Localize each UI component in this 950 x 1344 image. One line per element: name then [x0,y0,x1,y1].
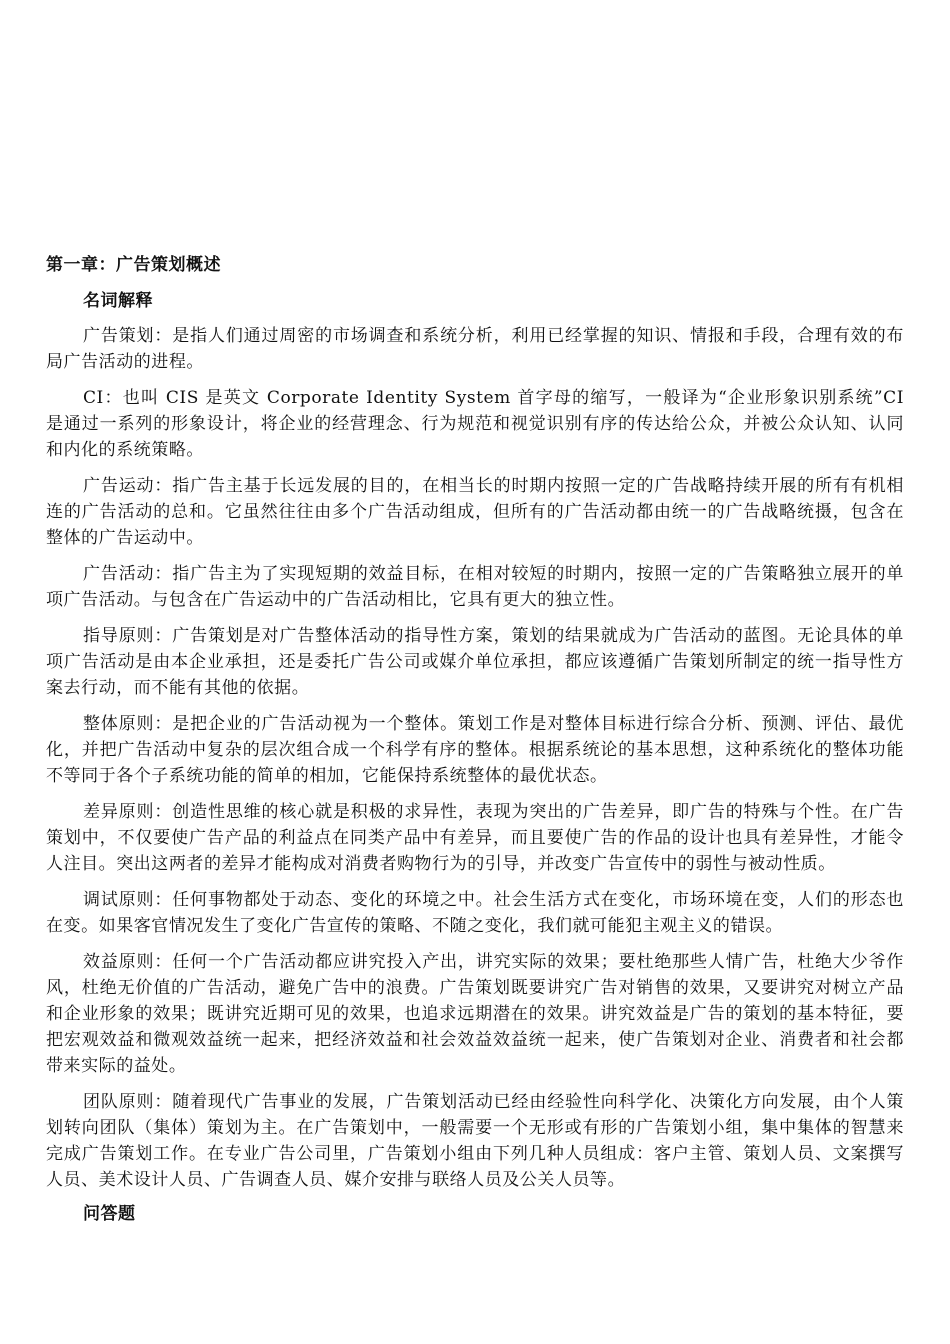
paragraph-ci: CI：也叫 CIS 是英文 Corporate Identity System 首字母的缩写，一般译为“企业形象识别系统”CI 是通过一系列的形象设计，将企业的经营理念、行为规范和视觉识别有序的传达给公众，并被公众认知、认同和内化的系统策略。 [46,388,904,460]
section-heading-qa: 问答题 [83,1204,136,1224]
section-heading-terms: 名词解释 [83,291,153,311]
paragraph-whole-principle: 整体原则：是把企业的广告活动视为一个整体。策划工作是对整体目标进行综合分析、预测、评估、最优化，并把广告活动中复杂的层次组合成一个科学有序的整体。根据系统论的基本思想，这种系统化的整体功能不等同于各个子系统功能的简单的相加，它能保持系统整体的最优状态。 [46,714,904,786]
paragraph-ad-planning: 广告策划：是指人们通过周密的市场调查和系统分析，利用已经掌握的知识、情报和手段，合理有效的布局广告活动的进程。 [46,326,904,372]
paragraph-ad-activity: 广告活动：指广告主为了实现短期的效益目标，在相对较短的时期内，按照一定的广告策略独立展开的单项广告活动。与包含在广告运动中的广告活动相比，它具有更大的独立性。 [46,564,904,610]
paragraph-adjustment-principle: 调试原则：任何事物都处于动态、变化的环境之中。社会生活方式在变化，市场环境在变，人们的形态也在变。如果客官情况发生了变化广告宣传的策略、不随之变化，我们就可能犯主观主义的错误。 [46,890,904,936]
paragraph-ad-campaign: 广告运动：指广告主基于长远发展的目的，在相当长的时期内按照一定的广告战略持续开展的所有有机相连的广告活动的总和。它虽然往往由多个广告活动组成，但所有的广告活动都由统一的广告战略统摄，包含在整体的广告运动中。 [46,476,904,548]
paragraph-team-principle: 团队原则：随着现代广告事业的发展，广告策划活动已经由经验性向科学化、决策化方向发展，由个人策划转向团队（集体）策划为主。在广告策划中，一般需要一个无形或有形的广告策划小组，集中集体的智慧来完成广告策划工作。在专业广告公司里，广告策划小组由下列几种人员组成：客户主管、策划人员、文案撰写人员、美术设计人员、广告调查人员、媒介安排与联络人员及公关人员等。 [46,1092,904,1190]
paragraph-difference-principle: 差异原则：创造性思维的核心就是积极的求异性，表现为突出的广告差异，即广告的特殊与个性。在广告策划中，不仅要使广告产品的利益点在同类产品中有差异，而且要使广告的作品的设计也具有差异性，才能令人注目。突出这两者的差异才能构成对消费者购物行为的引导，并改变广告宣传中的弱性与被动性质。 [46,802,904,874]
document-page [46,254,904,1236]
paragraph-benefit-principle: 效益原则：任何一个广告活动都应讲究投入产出，讲究实际的效果；要杜绝那些人情广告，杜绝大少爷作风，杜绝无价值的广告活动，避免广告中的浪费。广告策划既要讲究广告对销售的效果，又要讲究对树立产品和企业形象的效果；既讲究近期可见的效果，也追求远期潜在的效果。讲究效益是广告的策划的基本特征，要把宏观效益和微观效益统一起来，把经济效益和社会效益效益统一起来，使广告策划对企业、消费者和社会都带来实际的益处。 [46,952,904,1076]
paragraph-guidance-principle: 指导原则：广告策划是对广告整体活动的指导性方案，策划的结果就成为广告活动的蓝图。无论具体的单项广告活动是由本企业承担，还是委托广告公司或媒介单位承担，都应该遵循广告策划所制定的统一指导性方案去行动，而不能有其他的依据。 [46,626,904,698]
chapter-title: 第一章：广告策划概述 [46,255,221,275]
